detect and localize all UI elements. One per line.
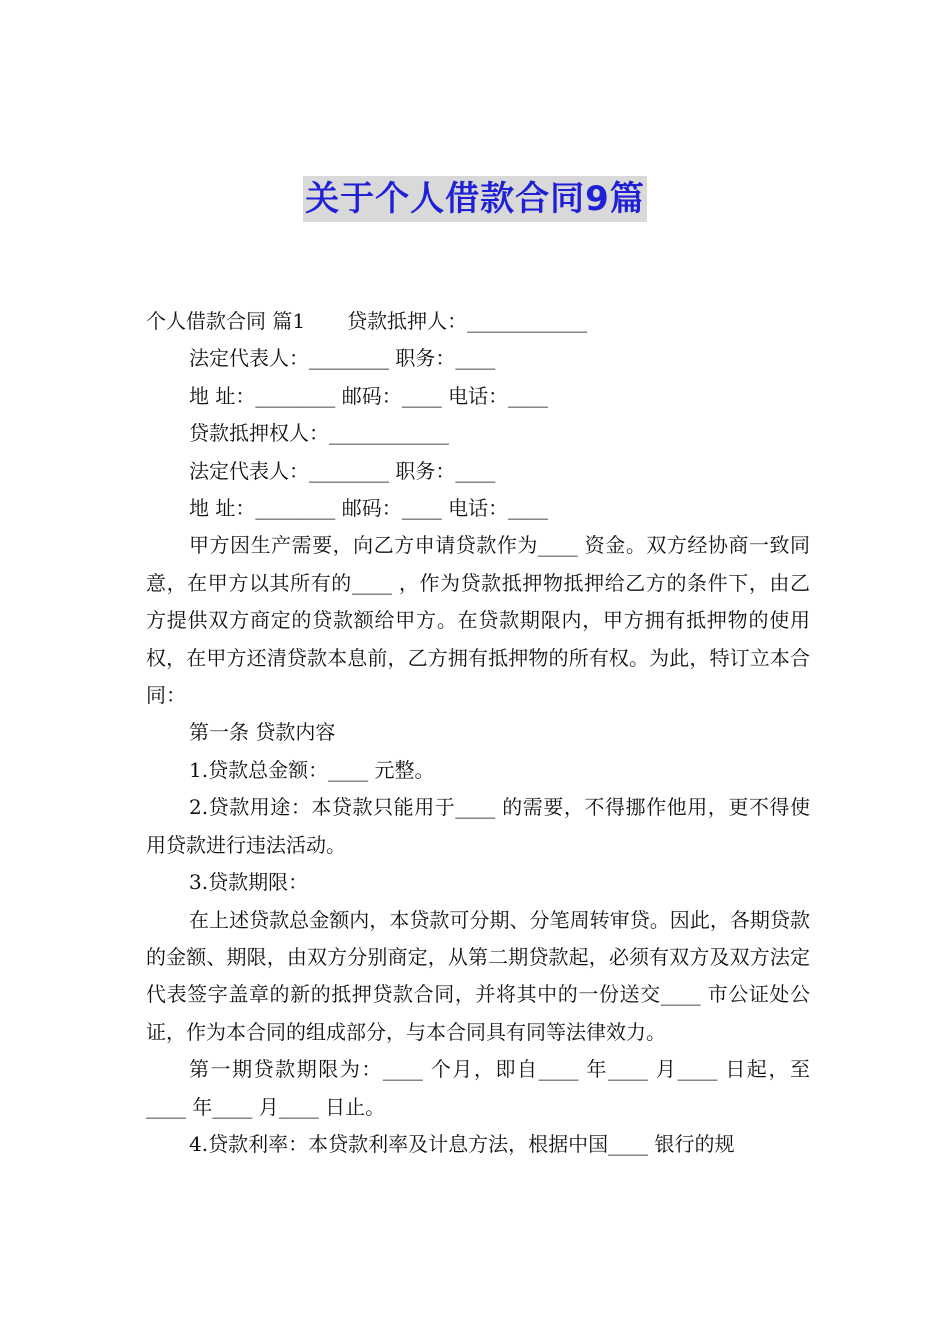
paragraph: 贷款抵押权人：____________ (189, 421, 449, 446)
paragraph: 法定代表人：________ 职务：____ (189, 458, 496, 483)
heading-line (146, 303, 810, 340)
paragraph: 法定代表人：________ 职务：____ (189, 346, 496, 371)
section-heading: 个人借款合同 篇1 (146, 309, 306, 333)
paragraph: 地 址：________ 邮码：____ 电话：____ (189, 496, 549, 521)
document-title: 关于个人借款合同9篇 (303, 176, 647, 222)
paragraph: 1.贷款总金额：____ 元整。 (189, 757, 435, 782)
document-body (146, 303, 810, 1163)
paragraph: 地 址：________ 邮码：____ 电话：____ (189, 383, 549, 408)
mortgagor-line: 贷款抵押人：____________ (347, 309, 588, 333)
paragraph: 3.贷款期限： (189, 870, 309, 895)
paragraph: 2.贷款用途：本贷款只能用于____ 的需要，不得挪作他用，更不得使用贷款进行违法活动。 (146, 795, 810, 857)
paragraph: 在上述贷款总金额内，本贷款可分期、分笔周转审贷。因此，各期贷款的金额、期限，由双方分别商定，从第二期贷款起，必须有双方及双方法定代表签字盖章的新的抵押贷款合同，并将其中的一份送交____ 市公证处公证，作为本合同的组成部分，与本合同具有同等法律效力。 (146, 907, 810, 1044)
title-container (0, 176, 950, 222)
paragraph: 4.贷款利率：本贷款利率及计息方法，根据中国____ 银行的规 (189, 1131, 735, 1156)
paragraph: 第一条 贷款内容 (189, 720, 336, 745)
paragraph: 甲方因生产需要，向乙方申请贷款作为____ 资金。双方经协商一致同意，在甲方以其所有的____ ，作为贷款抵押物抵押给乙方的条件下，由乙方提供双方商定的贷款额给甲方。在贷款期限内，甲方拥有抵押物的使用权，在甲方还清贷款本息前，乙方拥有抵押物的所有权。为此，特订立本合同： (146, 533, 810, 708)
paragraph: 第一期贷款期限为：____ 个月，即自____ 年____ 月____ 日起，至____ 年____ 月____ 日止。 (146, 1057, 810, 1119)
